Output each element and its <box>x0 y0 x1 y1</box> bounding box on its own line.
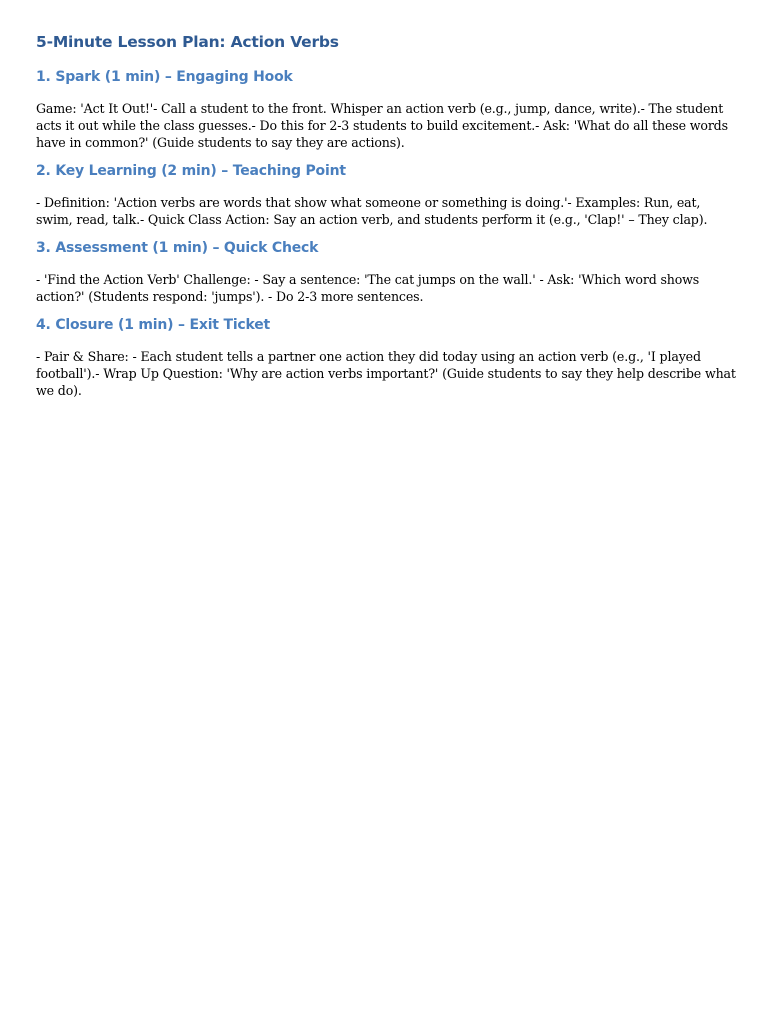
section-heading: 4. Closure (1 min) – Exit Ticket <box>36 317 271 333</box>
section-body: - Definition: 'Action verbs are words that show what someone or something is doing.'- Examples: Run, eat, swim, read, talk.- Quick Class Action: Say an action verb, and students perform it (e.g., 'Clap!' – They clap). <box>36 195 708 227</box>
section-heading: 2. Key Learning (2 min) – Teaching Point <box>36 163 346 179</box>
section-assessment <box>36 238 736 305</box>
section-body: - 'Find the Action Verb' Challenge: - Say a sentence: 'The cat jumps on the wall.' - Ask: 'Which word shows action?' (Students respond: 'jumps'). - Do 2-3 more sentences. <box>36 272 700 304</box>
document-page <box>36 30 736 409</box>
page-title: 5-Minute Lesson Plan: Action Verbs <box>36 33 339 51</box>
section-heading: 1. Spark (1 min) – Engaging Hook <box>36 69 293 85</box>
section-spark <box>36 67 736 151</box>
section-key-learning <box>36 161 736 228</box>
section-body: - Pair & Share: - Each student tells a partner one action they did today using an action verb (e.g., 'I played football').- Wrap Up Question: 'Why are action verbs important?' (Guide students to say they help describe what we do). <box>36 349 736 398</box>
section-body: Game: 'Act It Out!'- Call a student to the front. Whisper an action verb (e.g., jump, dance, write).- The student acts it out while the class guesses.- Do this for 2-3 students to build excitement.- Ask: 'What do all these words have in common?' (Guide students to say they are actions). <box>36 101 728 150</box>
section-closure <box>36 315 736 399</box>
section-heading: 3. Assessment (1 min) – Quick Check <box>36 240 319 256</box>
